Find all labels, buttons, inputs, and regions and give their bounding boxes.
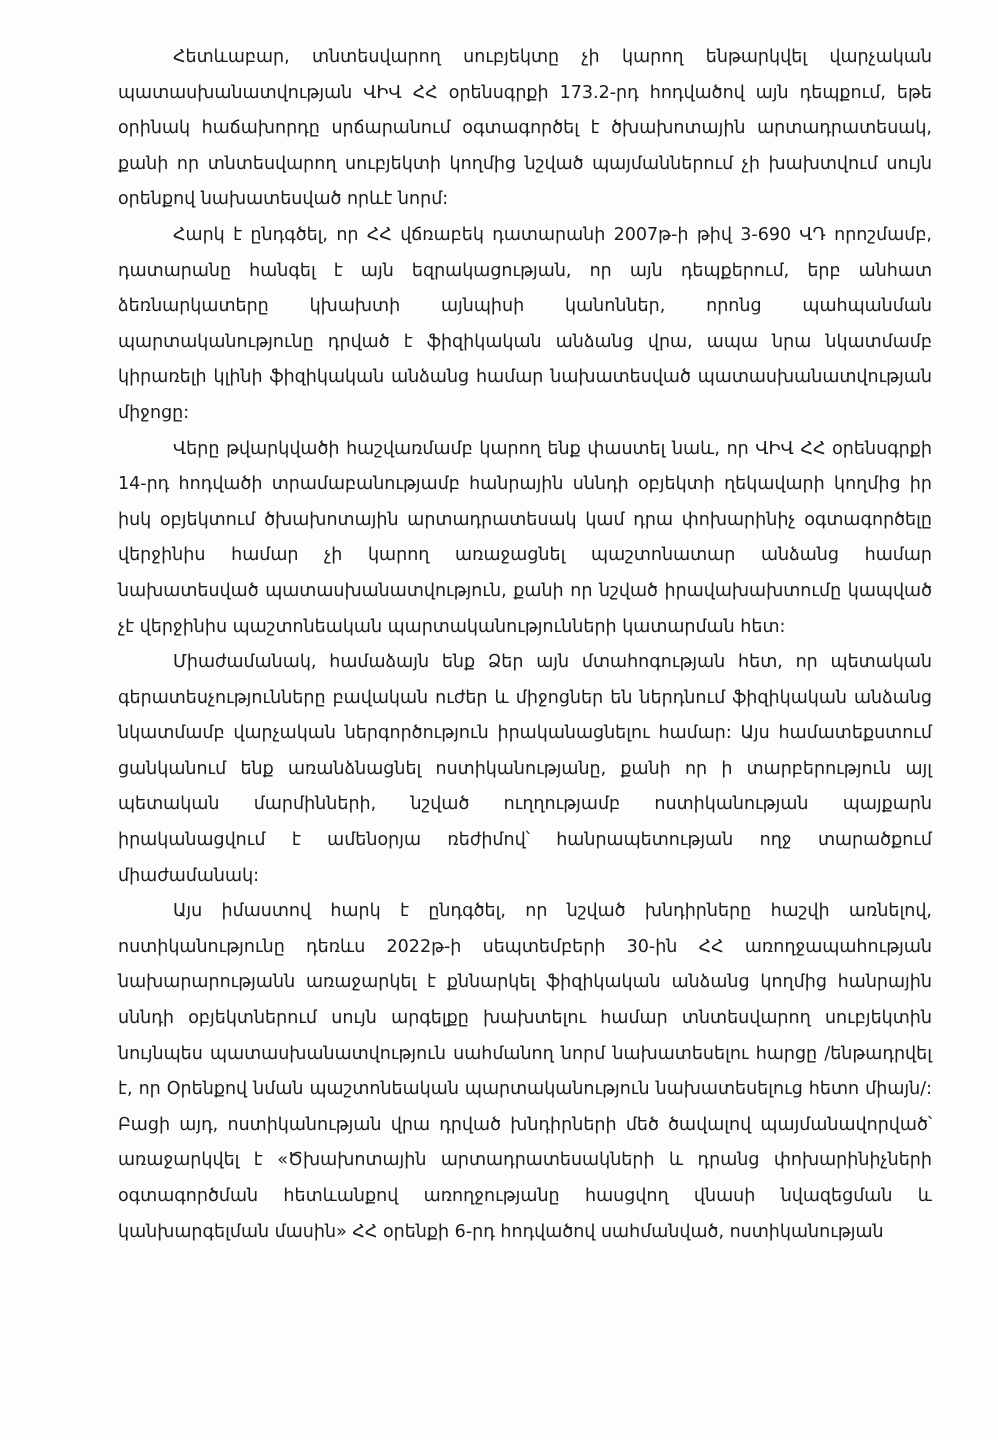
paragraph-cassation-court: Հարկ է ընդգծել, որ ՀՀ վճռաբեկ դատարանի 2007թ-ի թիվ 3-690 ՎԴ որոշմամբ, դատարանը հանգել է այն եզրակացության, որ այն դեպքերում, երբ անհատ ձեռնարկատերը կխախտի այնպիսի կանոններ, որոնց պահպանման պարտականությունը դրված է ֆիզիկական անձանց վրա, ապա նրա նկատմամբ կիրառելի կլինի ֆիզիկական անձանց համար նախատեսված պատասխանատվության միջոցը: bbox=[118, 224, 932, 423]
paragraph-article-14: Վերը թվարկվածի հաշվառմամբ կարող ենք փաստել նաև, որ ՎԻՎ ՀՀ օրենսգրքի 14-րդ հոդվածի տրամաբանությամբ հանրային սննդի օբյեկտի ղեկավարի կողմից իր իսկ օբյեկտում ծխախոտային արտադրատեսակ կամ դրա փոխարինիչ օգտագործելը վերջինիս համար չի կարող առաջացնել պաշտոնատար անձանց համար նախատեսված պատասխանատվություն, քանի որ նշված իրավախախտումը կապված չէ վերջինիս պաշտոնեական պարտականությունների կատարման հետ: bbox=[118, 438, 932, 637]
document-body bbox=[118, 40, 932, 1250]
paragraph-police-efforts: Միաժամանակ, համաձայն ենք Ձեր այն մտահոգության հետ, որ պետական գերատեսչությունները բավական ուժեր և միջոցներ են ներդնում ֆիզիկական անձանց նկատմամբ վարչական ներգործություն իրականացնելու համար: Այս համատեքստում ցանկանում ենք առանձնացնել ոստիկանությանը, քանի որ ի տարբերություն այլ պետական մարմինների, նշված ուղղությամբ ոստիկանության պայքարն իրականացվում է ամենօրյա ռեժիմով՝ հանրապետության ողջ տարածքում միաժամանակ: bbox=[118, 652, 932, 886]
paragraph-proposal: Այս իմաստով հարկ է ընդգծել, որ նշված խնդիրները հաշվի առնելով, ոստիկանությունը դեռևս 2022թ-ի սեպտեմբերի 30-ին ՀՀ առողջապահության նախարարությանն առաջարկել է քննարկել ֆիզիկական անձանց կողմից հանրային սննդի օբյեկտներում սույն արգելքը խախտելու համար տնտեսվարող սուբյեկտին նույնպես պատասխանատվություն սահմանող նորմ նախատեսելու հարցը /ենթադրվել է, որ Օրենքով նման պաշտոնեական պարտականություն նախատեսելուց հետո միայն/: Բացի այդ, ոստիկանության վրա դրված խնդիրների մեծ ծավալով պայմանավորված՝ առաջարկվել է «Ծխախոտային արտադրատեսակների և դրանց փոխարինիչների օգտագործման հետևանքով առողջությանը հասցվող վնասի նվազեցման և կանխարգելման մասին» ՀՀ օրենքի 6-րդ հոդվածով սահմանված, ոստիկանության bbox=[118, 901, 932, 1242]
paragraph-consequence: Հետևաբար, տնտեսվարող սուբյեկտը չի կարող ենթարկվել վարչական պատասխանատվության ՎԻՎ ՀՀ օրենսգրքի 173.2-րդ հոդվածով այն դեպքում, եթե օրինակ հաճախորդը սրճարանում օգտագործել է ծխախոտային արտադրատեսակ, քանի որ տնտեսվարող սուբյեկտի կողմից նշված պայմաններում չի խախտվում սույն օրենքով նախատեսված որևէ նորմ: bbox=[118, 47, 932, 210]
